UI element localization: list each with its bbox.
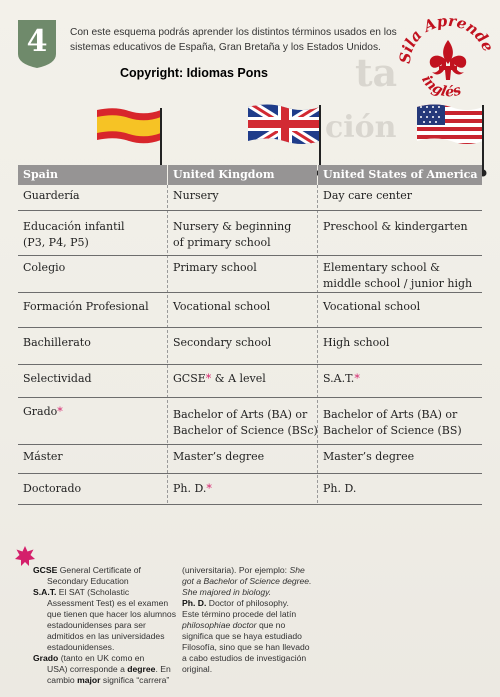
glossary-text: Este término procede del latín [182,609,297,619]
cell-text: High school [323,336,390,349]
cell-text: Preschool & kindergarten [323,220,468,233]
cell-text: Vocational school [173,300,271,313]
glossary-entry-sat [33,587,178,598]
cell-text: Secondary school [173,336,272,349]
background-text: ción [325,110,397,145]
cell-text: Master’s degree [323,450,415,463]
cell-text: Vocational school [323,300,421,313]
cell-text: Bachillerato [23,336,91,349]
cell-text: Doctorado [23,482,82,495]
cell-text: Ph. D. [173,482,207,495]
table-row [18,256,482,293]
table-row [18,365,482,398]
cell-us [323,260,472,291]
asterisk-icon [14,545,36,567]
cell-text: GCSE [173,372,206,385]
glossary-text: a cabo estudios de investigación [182,653,307,663]
cell-text: (P3, P4, P5) [23,235,89,249]
cell-text: Máster [23,450,63,463]
cell-uk [173,299,270,315]
glossary-term: degree [127,664,156,674]
cell-text: Nursery [173,189,219,202]
table-row [18,211,482,256]
cell-text: Nursery & beginning [173,220,292,233]
cell-us [323,481,356,497]
glossary-text: . En [155,664,171,674]
cell-text: Grado [23,405,58,418]
glossary-text: Secondary Education [47,576,129,586]
glossary-term: Ph. D. [182,598,207,608]
table-row [18,445,482,474]
table-row [18,293,482,328]
cell-uk [173,219,291,250]
cell-spain [23,188,80,204]
glossary-text: que tienen que hacer los alumnos [47,609,176,619]
cell-us [323,219,468,235]
table-row [18,398,482,445]
glossary-text: (tanto en UK como en [60,653,145,663]
glossary-entry-grado [33,653,178,664]
glossary-text: El SAT (Scholastic [58,587,130,597]
glossary-text: admitidos en las universidades [47,631,165,641]
glossary-text [182,565,357,576]
glossary-example: She [289,565,305,575]
header-united-kingdom: United Kingdom [168,165,317,185]
cell-us [323,188,412,204]
asterisk-mark: * [57,405,63,418]
glossary-text: significa que se haya estudiado [182,631,302,641]
glossary-column-right [182,565,357,675]
cell-text: Bachelor of Science (BS) [323,423,462,437]
cell-text: Primary school [173,261,257,274]
glossary-text [33,664,178,675]
table-row [18,185,482,211]
cell-text: Formación Profesional [23,300,149,313]
cell-spain [23,481,81,497]
cell-text: of primary school [173,235,271,249]
glossary-column-left [33,565,178,686]
section-number: 4 [26,24,48,59]
cell-text: Elementary school & [323,261,440,274]
cell-text: & A level [214,372,266,385]
glossary-example: She majored in biology. [182,587,272,597]
cell-text: Colegio [23,261,66,274]
glossary-term: Grado [33,653,59,663]
glossary-entry-phd [182,598,357,609]
cell-spain [23,404,63,420]
cell-us [323,371,360,387]
intro-text [70,25,410,55]
cell-text: Master’s degree [173,450,265,463]
glossary-text: Filosofía, sino que se han llevado [182,642,310,652]
cell-text: Bachelor of Arts (BA) or [323,408,458,421]
glossary-term: S.A.T. [33,587,57,597]
glossary-text [33,675,178,686]
cell-text: Day care center [323,189,413,202]
cell-spain [23,219,125,250]
glossary-text: estadounidenses. [47,642,115,652]
header-spain: Spain [18,165,167,185]
cell-text: Educación infantil [23,220,125,233]
glossary-text: estadounidenses para ser [47,620,146,630]
glossary-text: significa “carrera” [102,675,170,685]
glossary-text: Assessment Test) es el examen [47,598,169,608]
cell-spain [23,449,63,465]
cell-text: Ph. D. [323,482,357,495]
table-row [18,474,482,505]
cell-text: middle school / junior high [323,276,473,290]
cell-us [323,335,389,351]
glossary-term: GCSE [33,565,58,575]
svg-text:inglés: inglés [418,72,464,100]
cell-us [323,299,420,315]
cell-text: Guardería [23,189,80,202]
cell-uk [173,449,264,465]
cell-text: Bachelor of Science (BSc) [173,423,318,437]
asterisk-mark: * [206,482,212,495]
glossary-example: philosophiae doctor [182,620,257,630]
header-united-states: United States of America [318,165,482,185]
svg-text:Sila Aprende: ila Aprende [398,11,498,55]
glossary-text: USA) corresponde a [47,664,125,674]
copyright-notice: Copyright: Idiomas Pons [120,66,268,80]
cell-text: Selectividad [23,372,92,385]
glossary-text: General Certificate of [59,565,141,575]
glossary-text: cambio [47,675,75,685]
glossary-text: que no [258,620,286,630]
cell-spain [23,335,91,351]
cell-spain [23,371,92,387]
cell-uk [173,188,219,204]
glossary-text: original. [182,664,213,674]
cell-uk [173,335,271,351]
cell-uk [173,407,318,438]
glossary-text: Doctor of philosophy. [208,598,289,608]
cell-uk [173,260,257,276]
glossary-example: got a Bachelor of Science degree. [182,576,312,586]
glossary-entry-gcse [33,565,178,576]
cell-text: Bachelor of Arts (BA) or [173,408,308,421]
cell-us [323,449,414,465]
cell-text: S.A.T. [323,372,355,385]
cell-us [323,407,462,438]
intro-line: Con este esquema podrás aprender los distintos términos usados en los [70,27,397,38]
background-text: ta [355,50,398,95]
cell-spain [23,260,65,276]
cell-spain [23,299,149,315]
cell-uk [173,481,212,497]
table-row [18,328,482,365]
asterisk-mark: * [205,372,212,385]
cell-uk [173,371,266,387]
glossary-text: (universitaria). Por ejemplo: [182,565,288,575]
section-badge [14,18,60,70]
glossary-term: major [77,675,101,685]
intro-line: sistemas educativos de España, Gran Bretaña y los Estados Unidos. [70,42,381,53]
asterisk-mark: * [354,372,360,385]
sila-aprende-logo [398,4,498,100]
glossary-text [182,620,357,631]
